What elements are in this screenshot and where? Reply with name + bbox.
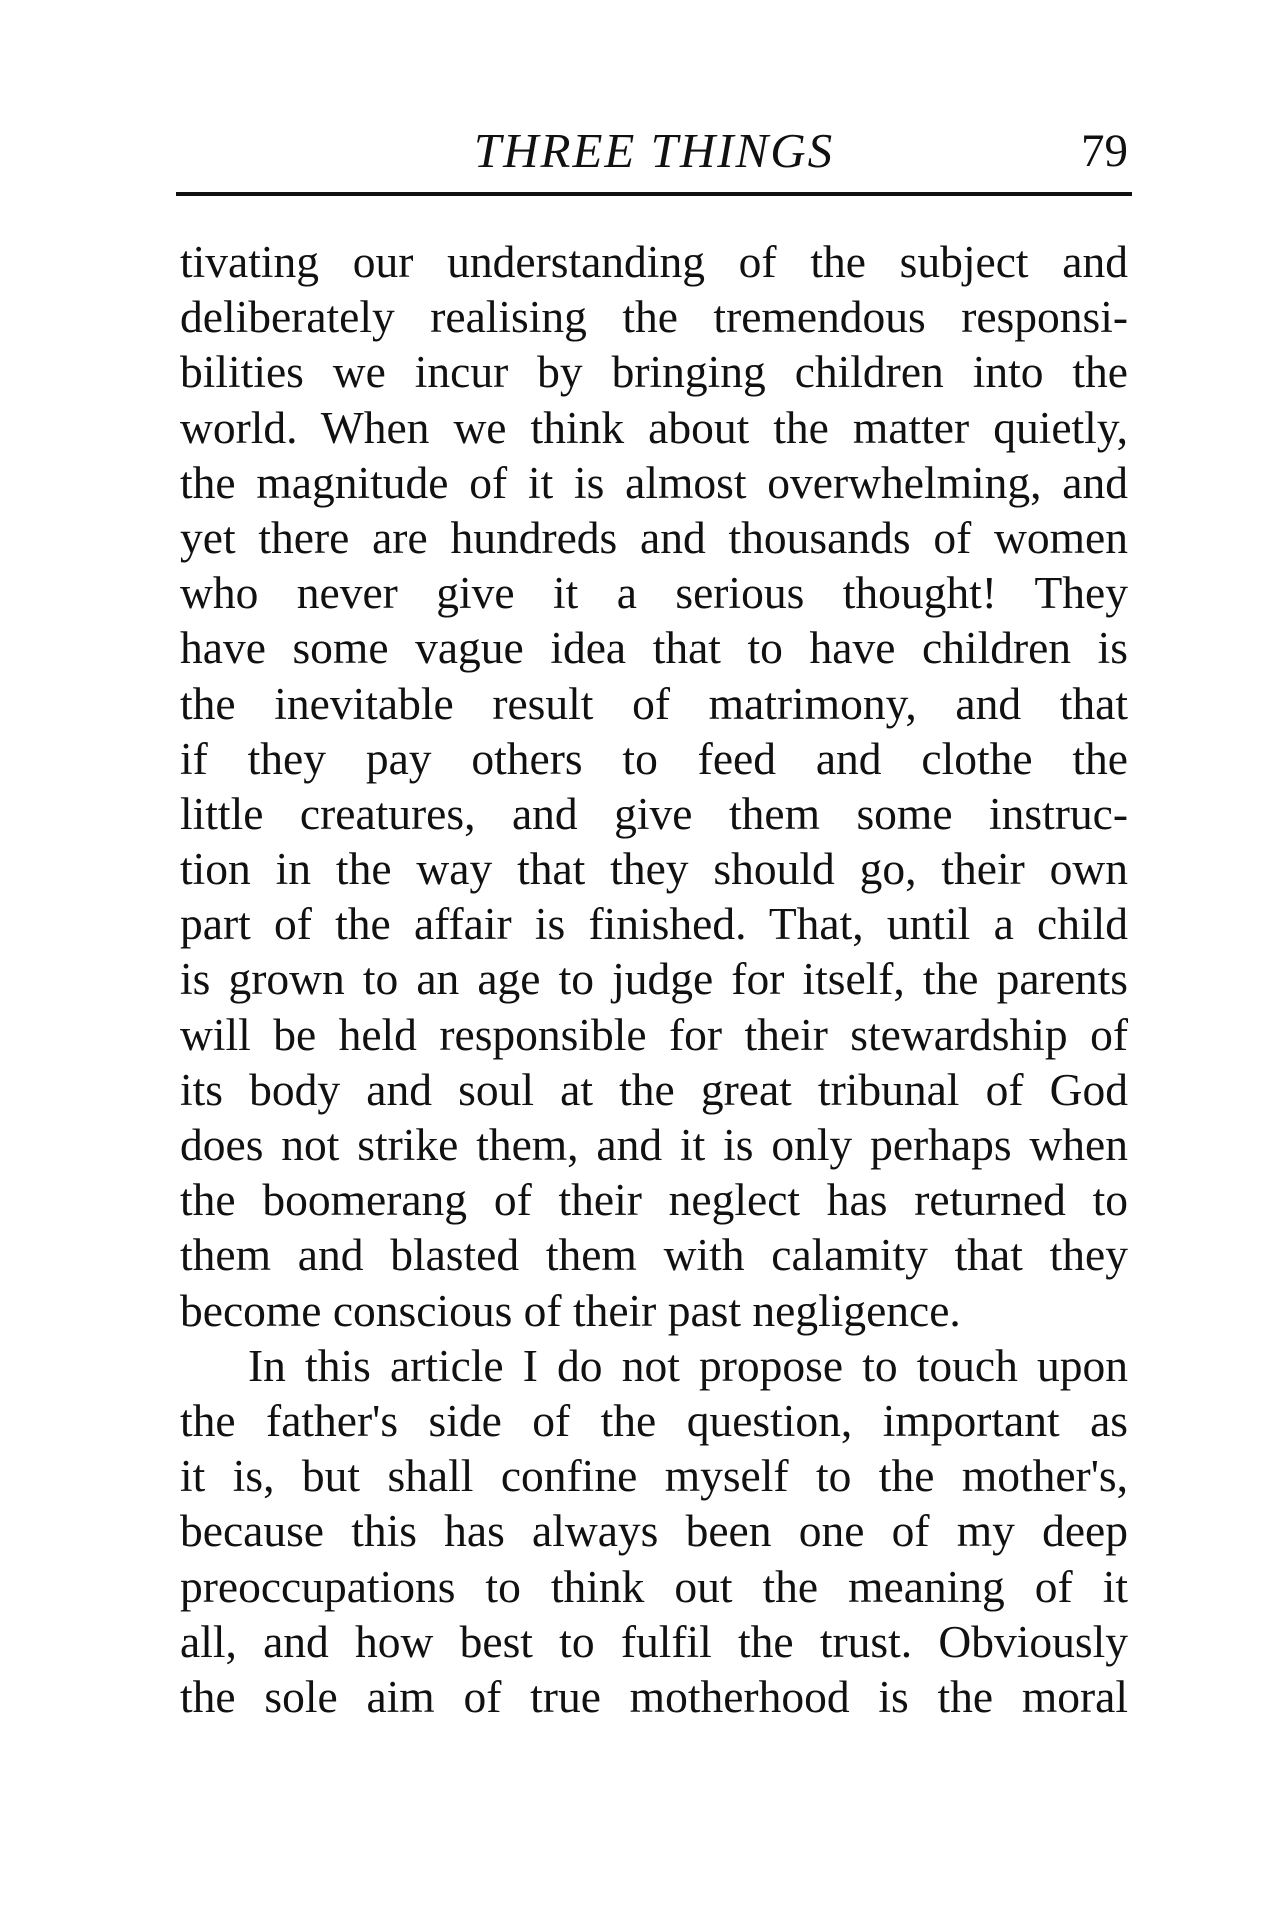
body-text	[180, 234, 1128, 1724]
text-line: the boomerang of their neglect has returned to	[180, 1174, 1128, 1226]
running-head	[178, 118, 1130, 198]
text-line: them and blasted them with calamity that they	[180, 1229, 1128, 1281]
text-line: part of the affair is finished. That, until a child	[180, 898, 1128, 950]
text-line: tion in the way that they should go, their own	[180, 843, 1128, 895]
text-line: will be held responsible for their stewardship of	[180, 1008, 1128, 1060]
text-line: the father's side of the question, important as	[180, 1394, 1128, 1446]
text-line: who never give it a serious thought! They	[180, 567, 1128, 619]
text-line: the magnitude of it is almost overwhelming, and	[180, 456, 1128, 508]
text-line: preoccupations to think out the meaning of it	[180, 1560, 1128, 1612]
text-line: world. When we think about the matter quietly,	[180, 401, 1128, 453]
text-line: become conscious of their past negligence.	[180, 1284, 961, 1336]
header-rule	[176, 192, 1132, 196]
text-line: little creatures, and give them some instruc-	[180, 787, 1128, 839]
text-line: is grown to an age to judge for itself, the parents	[180, 953, 1128, 1005]
text-line: it is, but shall confine myself to the mother's,	[180, 1450, 1128, 1502]
text-line: the inevitable result of matrimony, and that	[180, 677, 1128, 729]
text-line: yet there are hundreds and thousands of women	[180, 511, 1128, 563]
text-line: does not strike them, and it is only perhaps when	[180, 1119, 1128, 1170]
text-line: deliberately realising the tremendous responsi-	[180, 291, 1128, 343]
page-number: 79	[1081, 125, 1128, 177]
text-line: if they pay others to feed and clothe the	[180, 732, 1128, 784]
text-line: have some vague idea that to have children is	[180, 622, 1128, 674]
text-line: tivating our understanding of the subject and	[180, 236, 1128, 287]
text-line: the sole aim of true motherhood is the moral	[180, 1670, 1128, 1722]
text-line: all, and how best to fulfil the trust. Obviously	[180, 1615, 1128, 1667]
text-line: its body and soul at the great tribunal of God	[180, 1063, 1128, 1115]
text-line: In this article I do not propose to touch upon	[248, 1339, 1128, 1391]
text-line: bilities we incur by bringing children into the	[180, 346, 1128, 398]
text-line: because this has always been one of my deep	[180, 1505, 1128, 1557]
running-title: THREE THINGS	[473, 123, 835, 178]
